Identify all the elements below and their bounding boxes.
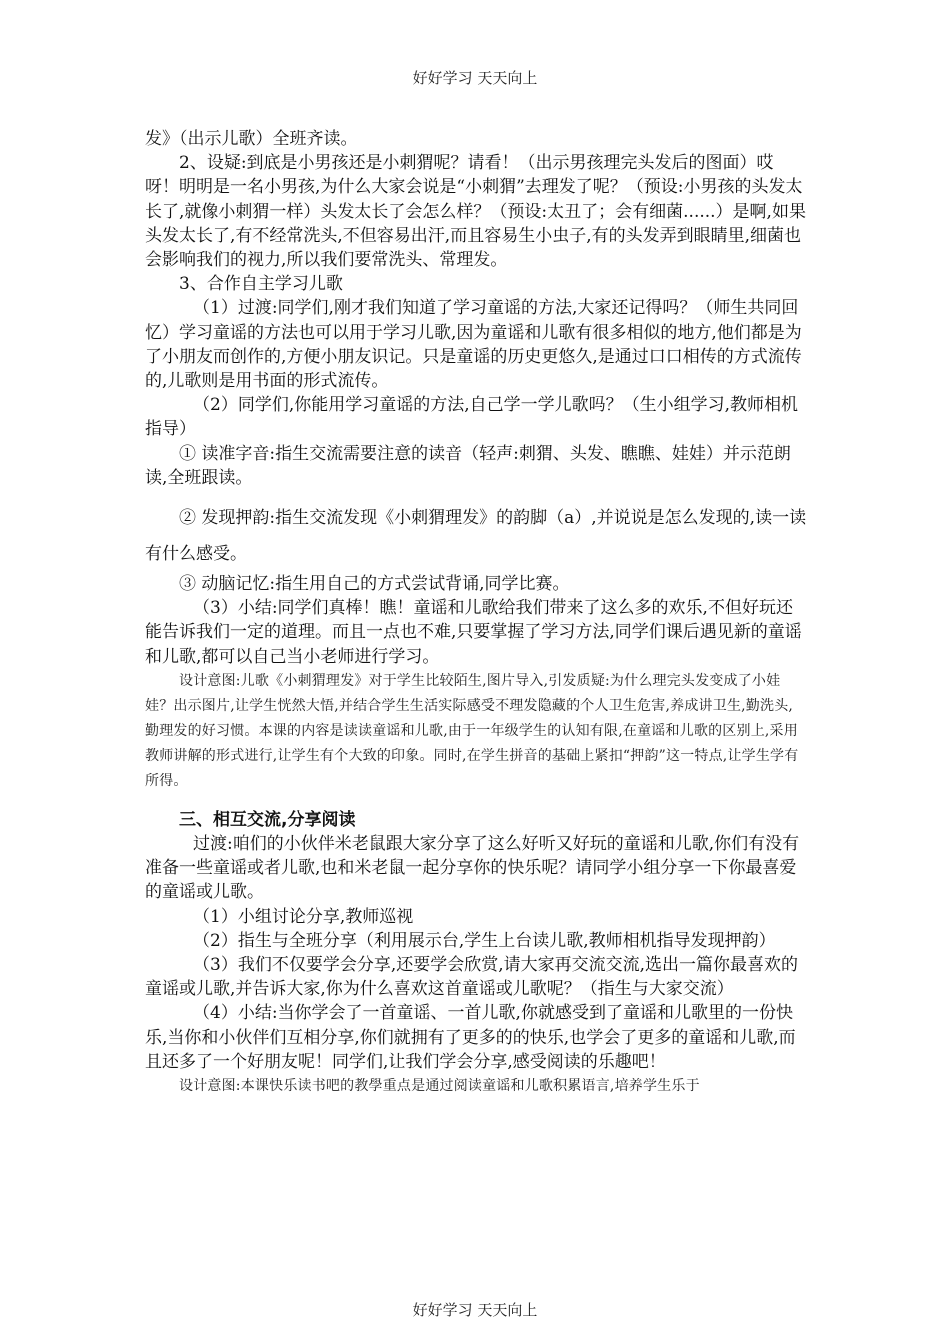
page-header: 好好学习 天天向上	[412, 69, 538, 87]
paragraph: 过渡:咱们的小伙伴米老鼠跟大家分享了这么好听又好玩的童谣和儿歌,你们有没有准备一些童谣或者儿歌,也和米老鼠一起分享你的快乐呢？请同学小组分享一下你最喜爱的童谣或儿歌。	[145, 834, 800, 903]
paragraph: 2、设疑:到底是小男孩还是小刺猬呢？请看！（出示男孩理完头发后的图面）哎呀！明明是一名小男孩,为什么大家会说是“小刺猬”去理发了呢？（预设:小男孩的头发太长了,就像小刺猬一样）头发太长了会怎么样？（预设:太丑了；会有细菌......）是啊,如果头发太长了,有不经常洗头,不但容易出汗,而且容易生小虫子,有的头发弄到眼睛里,细菌也会影响我们的视力,所以我们要常洗头、常理发。	[145, 153, 806, 271]
paragraph: （4）小结:当你学会了一首童谣、一首儿歌,你就感受到了童谣和儿歌里的一份快乐,当你和小伙伴们互相分享,你们就拥有了更多的的快乐,也学会了更多的童谣和儿歌,而且还多了一个好朋友呢！同学们,让我们学会分享,感受阅读的乐趣吧！	[145, 1003, 796, 1072]
paragraph: （3）小结:同学们真棒！瞧！童谣和儿歌给我们带来了这么多的欢乐,不但好玩还能告诉我们一定的道理。而且一点也不难,只要掌握了学习方法,同学们课后遇见新的童谣和儿歌,都可以自己当小老师进行学习。	[145, 598, 802, 667]
paragraph: （2）同学们,你能用学习童谣的方法,自己学一学儿歌吗？（生小组学习,教师相机指导）	[145, 395, 799, 440]
section-heading: 三、相互交流,分享阅读	[179, 809, 356, 830]
paragraph: （3）我们不仅要学会分享,还要学会欣赏,请大家再交流交流,选出一篇你最喜欢的童谣或儿歌,并告诉大家,你为什么喜欢这首童谣或儿歌呢？（指生与大家交流）	[145, 955, 799, 1000]
paragraph: ① 读准字音:指生交流需要注意的读音（轻声:刺猬、头发、瞧瞧、娃娃）并示范朗读,全班跟读。	[145, 443, 791, 488]
paragraph: 发》（出示儿歌）全班齐读。	[145, 129, 358, 149]
paragraph: 3、合作自主学习儿歌	[179, 274, 343, 295]
paragraph: ③ 动脑记忆:指生用自己的方式尝试背诵,同学比赛。	[179, 574, 570, 595]
design-intent-note: 设计意图:本课快乐读书吧的教學重点是通过阅读童谣和儿歌积累语言,培养学生乐于	[179, 1078, 700, 1095]
page-footer: 好好学习 天天向上	[412, 1301, 538, 1319]
paragraph: ② 发现押韵:指生交流发现《小刺猬理发》的韵脚（a）,并说说是怎么发现的,读一读有什么感受。	[145, 508, 807, 565]
design-intent-note: 设计意图:儿歌《小刺猬理发》对于学生比较陌生,图片导入,引发质疑:为什么理完头发变成了小娃娃？出示图片,让学生恍然大悟,并结合学生生活实际感受不理发隐藏的个人卫生危害,养成讲卫生,勤洗头,勤理发的好习惯。本课的内容是读读童谣和儿歌,由于一年级学生的认知有限,在童谣和儿歌的区别上,采用教师讲解的形式进行,让学生有个大致的印象。同时,在学生拼音的基础上紧扣“押韵”这一特点,让学生学有所得。	[145, 672, 799, 789]
paragraph: （2）指生与全班分享（利用展示台,学生上台读儿歌,教师相机指导发现押韵）	[193, 930, 776, 951]
paragraph: （1）小组讨论分享,教师巡视	[193, 906, 414, 927]
paragraph: （1）过渡:同学们,刚才我们知道了学习童谣的方法,大家还记得吗？（师生共同回忆）学习童谣的方法也可以用于学习儿歌,因为童谣和儿歌有很多相似的地方,他们都是为了小朋友而创作的,方便小朋友识记。只是童谣的历史更悠久,是通过口口相传的方式流传的,儿歌则是用书面的形式流传。	[145, 298, 802, 392]
document-body	[145, 127, 807, 1099]
